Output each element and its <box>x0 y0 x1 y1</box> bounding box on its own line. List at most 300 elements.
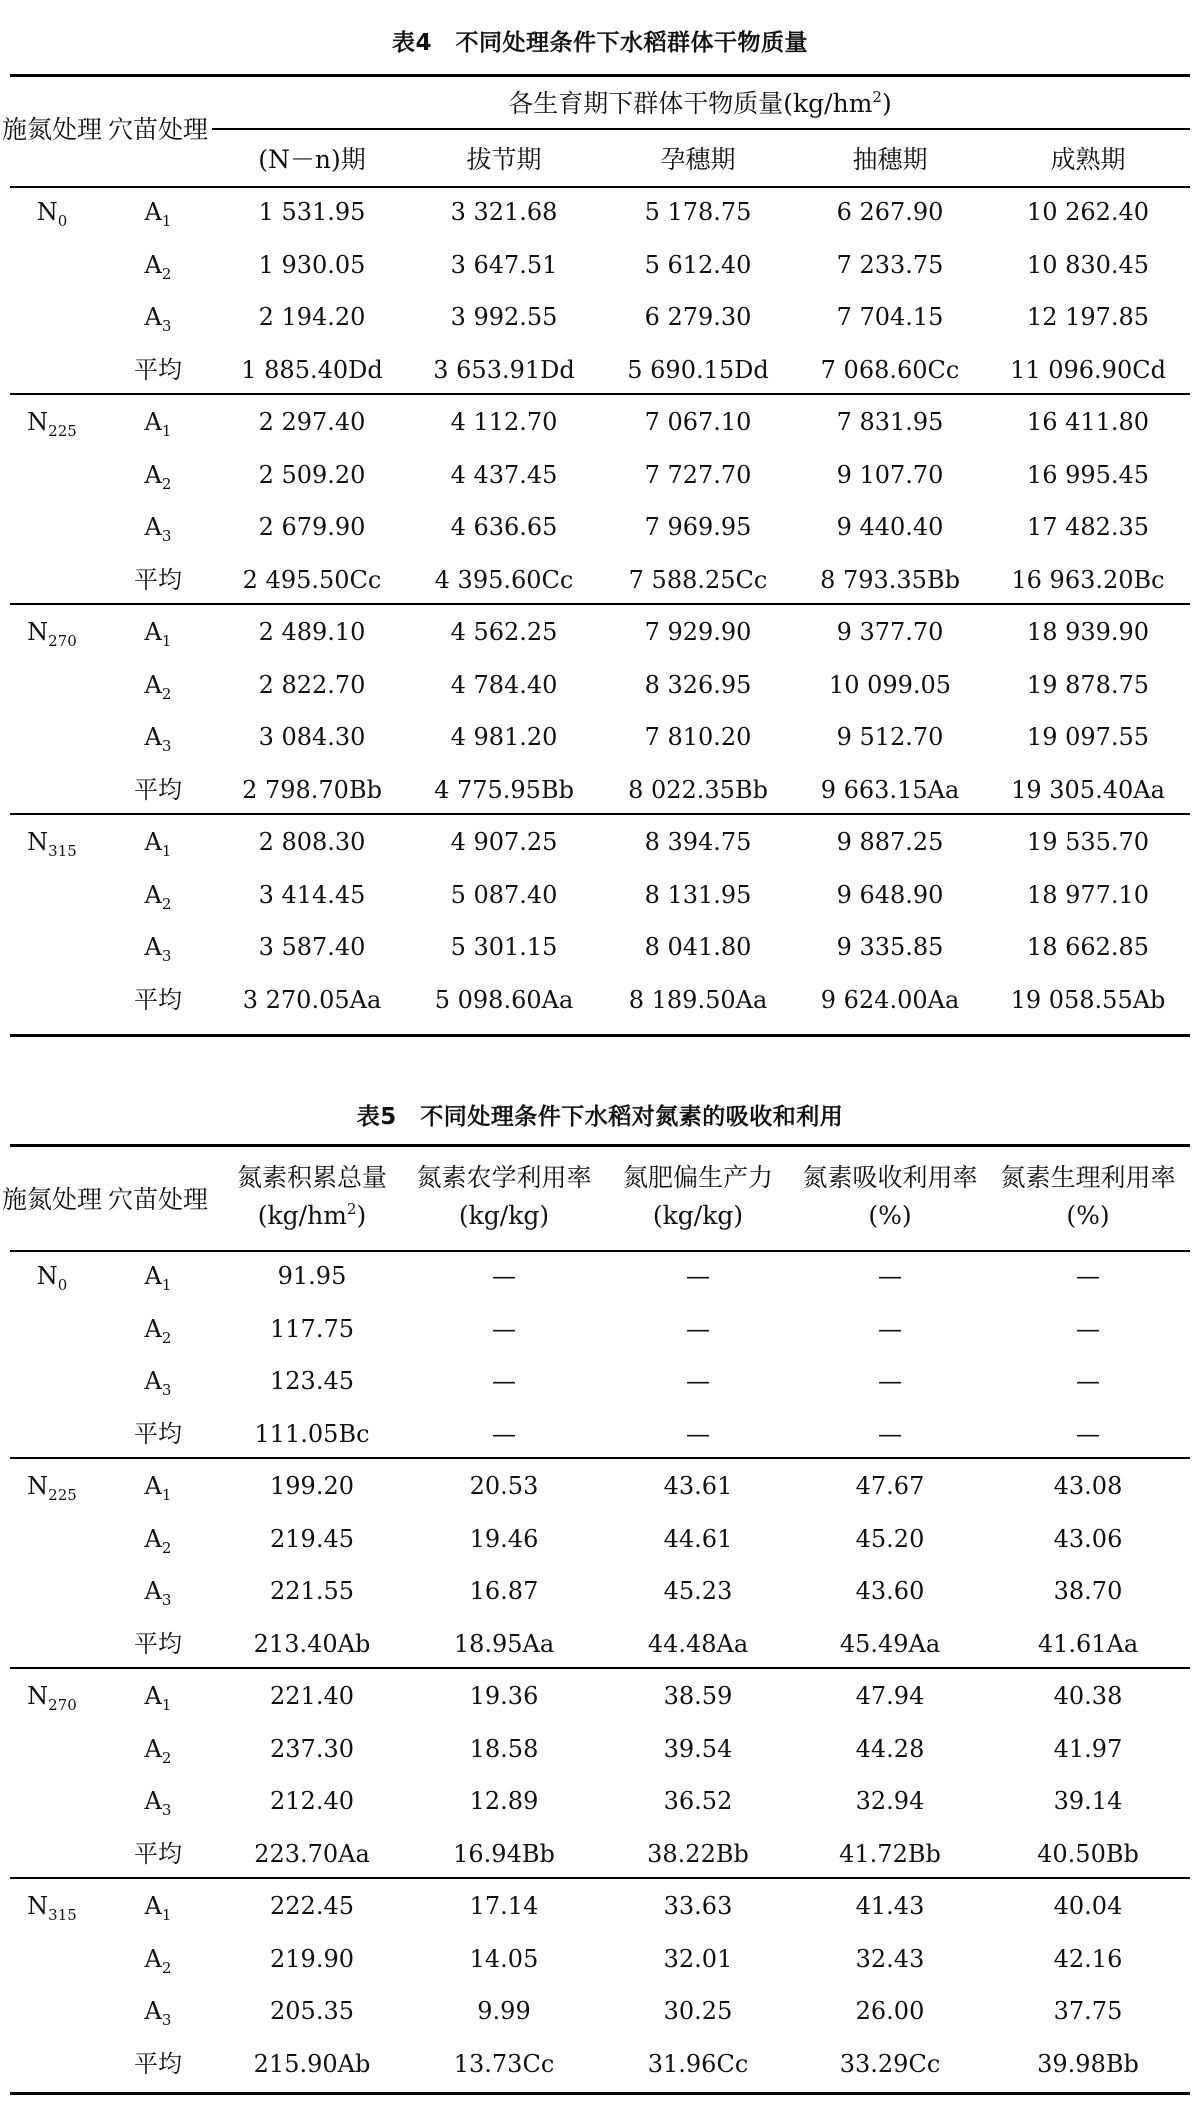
unit-superscript: 2 <box>346 1200 357 1218</box>
header-group-superscript: 2 <box>872 88 882 106</box>
table-cell-value: 7 810.20 <box>644 723 752 751</box>
table-cell-value: 45.20 <box>855 1524 925 1553</box>
seedling-treatment-label-base: A <box>144 1682 162 1710</box>
table-cell-value: 11 096.90Cd <box>1010 355 1166 384</box>
table-cell-value: 4 907.25 <box>450 828 558 856</box>
seedling-treatment-label-base: A <box>144 618 162 646</box>
table-cell-value: 8 041.80 <box>644 933 752 961</box>
table-cell-value: 19 058.55Ab <box>1010 985 1166 1014</box>
unit-text: (kg/kg) <box>458 1201 550 1230</box>
table-cell-value: 16.94Bb <box>453 1839 555 1868</box>
table-cell-value: 9 887.25 <box>836 828 944 856</box>
table-cell-value: — <box>686 1367 710 1395</box>
table-cell-value: — <box>492 1367 516 1395</box>
nitrogen-level-label-base: N <box>36 1262 58 1290</box>
seedling-treatment-label-subscript: 3 <box>161 947 172 965</box>
table-cell-value: 39.14 <box>1053 1787 1123 1815</box>
header-nitrogen-treatment: 施氮处理 <box>1 1185 103 1214</box>
header-column-unit <box>1066 1198 1109 1234</box>
table-cell-value: — <box>1076 1419 1100 1448</box>
seedling-treatment-label-base: A <box>144 198 162 226</box>
seedling-treatment-label-base: 平均 <box>134 565 182 594</box>
nitrogen-level-label <box>37 1250 68 1302</box>
table-cell-value: 39.98Bb <box>1037 2049 1139 2078</box>
header-column-unit <box>459 1198 549 1234</box>
table-cell-value: 6 279.30 <box>644 303 752 331</box>
table-cell-value: 2 822.70 <box>258 670 366 699</box>
seedling-treatment-label <box>145 711 172 763</box>
table-cell-value: 4 112.70 <box>450 408 558 436</box>
table-cell-value: 2 194.20 <box>258 303 366 331</box>
seedling-treatment-label-base: A <box>144 1524 162 1553</box>
seedling-treatment-label-base: 平均 <box>134 1629 182 1658</box>
seedling-treatment-label-base: A <box>144 250 162 279</box>
table-cell-value: 223.70Aa <box>254 1839 370 1868</box>
table-cell-value: 5 690.15Dd <box>627 355 769 384</box>
table5-group-divider <box>10 1877 1190 1879</box>
seedling-treatment-label <box>145 1303 172 1355</box>
table5-caption: 表5 不同处理条件下水稻对氮素的吸收和利用 <box>356 1104 844 1130</box>
seedling-treatment-label-base: A <box>144 1944 162 1973</box>
table-cell-value: 36.52 <box>663 1787 733 1815</box>
nitrogen-level-label-base: N <box>27 828 49 856</box>
table4-top-rule <box>10 74 1190 77</box>
table-cell-value: 16 963.20Bc <box>1011 565 1165 594</box>
nitrogen-level-label <box>27 816 77 868</box>
seedling-treatment-label-subscript: 1 <box>161 1906 172 1924</box>
nitrogen-level-label <box>27 396 77 448</box>
seedling-treatment-label <box>145 1670 172 1722</box>
seedling-treatment-label <box>145 239 172 291</box>
table-cell-value: 33.29Cc <box>839 2049 941 2078</box>
table5-group-divider <box>10 1667 1190 1669</box>
seedling-treatment-label-subscript: 1 <box>161 632 172 650</box>
header-column-title: 氮素农学利用率 <box>416 1163 592 1192</box>
seedling-treatment-label-base: A <box>144 1892 162 1920</box>
table-cell-value: 30.25 <box>663 1997 733 2025</box>
table-cell-value: 40.38 <box>1053 1682 1123 1710</box>
seedling-treatment-label <box>145 291 172 343</box>
seedling-treatment-label-base: A <box>144 933 162 961</box>
table-cell-value: 20.53 <box>469 1472 539 1500</box>
table4-group-divider <box>10 603 1190 605</box>
table-cell-value: 37.75 <box>1053 1997 1123 2025</box>
table4-caption: 表4 不同处理条件下水稻群体干物质量 <box>391 30 808 56</box>
nitrogen-level-label <box>27 1670 77 1722</box>
table-cell-value: 4 437.45 <box>450 460 558 489</box>
table-cell-value: 9 335.85 <box>836 933 944 961</box>
table-cell-value: 7 969.95 <box>644 513 752 541</box>
table-cell-value: — <box>1076 1367 1100 1395</box>
table-cell-value: 41.97 <box>1053 1734 1123 1763</box>
seedling-treatment-label-base: A <box>144 303 162 331</box>
seedling-treatment-label-base: A <box>144 1787 162 1815</box>
table-cell-value: 45.49Aa <box>839 1629 941 1658</box>
table-cell-value: 45.23 <box>663 1577 733 1605</box>
seedling-treatment-label-base: A <box>144 828 162 856</box>
nitrogen-level-label-subscript: 225 <box>48 422 77 440</box>
seedling-treatment-label <box>134 554 182 606</box>
seedling-treatment-label <box>134 764 182 816</box>
unit-text-close: ) <box>356 1201 367 1230</box>
seedling-treatment-label-subscript: 1 <box>161 1486 172 1504</box>
header-column-title: 氮素吸收利用率 <box>802 1163 978 1192</box>
table-cell-value: 5 178.75 <box>644 198 752 226</box>
table-cell-value: 8 793.35Bb <box>820 565 960 594</box>
seedling-treatment-label <box>145 1250 172 1302</box>
seedling-treatment-label <box>145 449 172 501</box>
seedling-treatment-label-base: 平均 <box>134 355 182 384</box>
table-cell-value: 221.55 <box>270 1577 354 1605</box>
table-cell-value: 41.43 <box>855 1892 925 1920</box>
table-cell-value: 41.72Bb <box>839 1839 941 1868</box>
table-cell-value: 9 663.15Aa <box>820 775 960 804</box>
seedling-treatment-label-base: A <box>144 408 162 436</box>
table-cell-value: 16 995.45 <box>1026 460 1150 489</box>
table-cell-value: 42.16 <box>1053 1944 1123 1973</box>
nitrogen-level-label-base: N <box>27 408 49 436</box>
table-cell-value: — <box>686 1262 710 1290</box>
table-cell-value: 3 587.40 <box>258 933 366 961</box>
table-cell-value: 1 531.95 <box>258 198 366 226</box>
seedling-treatment-label-subscript: 3 <box>161 2011 172 2029</box>
table-cell-value: 47.94 <box>855 1682 925 1710</box>
table5-top-rule <box>10 1144 1190 1147</box>
seedling-treatment-label-base: A <box>144 1472 162 1500</box>
nitrogen-level-label-base: N <box>36 198 58 226</box>
table-cell-value: 3 992.55 <box>450 303 558 331</box>
table-cell-value: — <box>1076 1262 1100 1290</box>
nitrogen-level-label-base: N <box>27 1682 49 1710</box>
seedling-treatment-label <box>145 1565 172 1617</box>
nitrogen-level-label-subscript: 270 <box>48 632 77 650</box>
table-cell-value: 19.36 <box>469 1682 539 1710</box>
seedling-treatment-label-subscript: 3 <box>161 737 172 755</box>
unit-text: (kg/kg) <box>652 1201 744 1230</box>
table-cell-value: 222.45 <box>270 1892 354 1920</box>
table-cell-value: — <box>878 1367 902 1395</box>
table-cell-value: 16 411.80 <box>1026 408 1150 436</box>
header-column-title: 氮素积累总量 <box>236 1163 388 1192</box>
table-cell-value: 2 808.30 <box>258 828 366 856</box>
table-cell-value: 212.40 <box>270 1787 354 1815</box>
table-cell-value: 10 262.40 <box>1026 198 1150 226</box>
table-cell-value: 215.90Ab <box>253 2049 371 2078</box>
table-cell-value: 31.96Cc <box>647 2049 749 2078</box>
table-cell-value: 9 377.70 <box>836 618 944 646</box>
seedling-treatment-label-subscript: 1 <box>161 422 172 440</box>
table-cell-value: 5 087.40 <box>450 880 558 909</box>
table4-group-underline <box>212 128 1190 130</box>
table-cell-value: 91.95 <box>277 1262 347 1290</box>
table4-group-divider <box>10 393 1190 395</box>
seedling-treatment-label-subscript: 1 <box>161 1696 172 1714</box>
header-growth-period: 孕穗期 <box>660 145 736 174</box>
table4-bottom-rule <box>10 1034 1190 1037</box>
seedling-treatment-label <box>145 869 172 921</box>
table-cell-value: 41.61Aa <box>1037 1629 1139 1658</box>
table-cell-value: 7 233.75 <box>836 250 944 279</box>
nitrogen-level-label <box>27 606 77 658</box>
seedling-treatment-label <box>145 1513 172 1565</box>
header-column-title: 氮素生理利用率 <box>1000 1163 1176 1192</box>
table-cell-value: 5 098.60Aa <box>434 985 574 1014</box>
table-cell-value: 18 977.10 <box>1026 880 1150 909</box>
table-cell-value: 117.75 <box>270 1314 354 1343</box>
seedling-treatment-label <box>145 186 172 238</box>
nitrogen-level-label-base: N <box>27 1472 49 1500</box>
table-cell-value: 26.00 <box>855 1997 925 2025</box>
seedling-treatment-label <box>145 396 172 448</box>
nitrogen-level-label-subscript: 315 <box>48 842 77 860</box>
table-cell-value: — <box>492 1419 516 1448</box>
seedling-treatment-label <box>145 606 172 658</box>
table-cell-value: 43.61 <box>663 1472 733 1500</box>
table-cell-value: 40.50Bb <box>1037 1839 1139 1868</box>
table-cell-value: 219.45 <box>270 1524 354 1553</box>
table-cell-value: 38.22Bb <box>647 1839 749 1868</box>
seedling-treatment-label-base: 平均 <box>134 1839 182 1868</box>
table-cell-value: 9 512.70 <box>836 723 944 751</box>
seedling-treatment-label <box>134 1828 182 1880</box>
table-cell-value: 5 301.15 <box>450 933 558 961</box>
table-cell-value: 199.20 <box>270 1472 354 1500</box>
seedling-treatment-label-subscript: 3 <box>161 1801 172 1819</box>
seedling-treatment-label <box>134 1408 182 1460</box>
table-cell-value: 39.54 <box>663 1734 733 1763</box>
header-group-text-close: ) <box>881 89 892 118</box>
table-cell-value: 4 981.20 <box>450 723 558 751</box>
seedling-treatment-label-base: A <box>144 513 162 541</box>
table-cell-value: 4 395.60Cc <box>434 565 574 594</box>
table-cell-value: 5 612.40 <box>644 250 752 279</box>
seedling-treatment-label-subscript: 2 <box>161 894 172 913</box>
nitrogen-level-label-subscript: 315 <box>48 1906 77 1924</box>
table5-bottom-rule <box>10 2092 1190 2095</box>
table-cell-value: 237.30 <box>270 1734 354 1763</box>
seedling-treatment-label <box>145 659 172 711</box>
table-cell-value: 8 022.35Bb <box>628 775 768 804</box>
table-cell-value: — <box>492 1314 516 1343</box>
table-cell-value: 7 068.60Cc <box>820 355 960 384</box>
seedling-treatment-label <box>145 1985 172 2037</box>
table-cell-value: 2 489.10 <box>258 618 366 646</box>
seedling-treatment-label <box>145 1460 172 1512</box>
table5-group-divider <box>10 1457 1190 1459</box>
seedling-treatment-label <box>145 1775 172 1827</box>
seedling-treatment-label <box>134 974 182 1026</box>
table-cell-value: 4 562.25 <box>450 618 558 646</box>
table-cell-value: 17.14 <box>469 1892 539 1920</box>
seedling-treatment-label-base: A <box>144 1577 162 1605</box>
table-cell-value: 10 830.45 <box>1026 250 1150 279</box>
nitrogen-level-label <box>27 1880 77 1932</box>
header-column-unit <box>258 1198 366 1234</box>
seedling-treatment-label-base: A <box>144 1997 162 2025</box>
nitrogen-level-label-base: N <box>27 618 49 646</box>
seedling-treatment-label <box>134 2038 182 2090</box>
seedling-treatment-label <box>145 1880 172 1932</box>
seedling-treatment-label-subscript: 3 <box>161 1591 172 1609</box>
table-cell-value: — <box>1076 1314 1100 1343</box>
seedling-treatment-label-base: A <box>144 1262 162 1290</box>
table-cell-value: 7 831.95 <box>836 408 944 436</box>
table-cell-value: 9 648.90 <box>836 880 944 909</box>
table4-header-bottom-rule <box>10 186 1190 188</box>
table-cell-value: 111.05Bc <box>254 1419 370 1448</box>
header-seedling-treatment: 穴苗处理 <box>107 115 209 144</box>
table-cell-value: 38.59 <box>663 1682 733 1710</box>
table-cell-value: 2 509.20 <box>258 460 366 489</box>
header-seedling-treatment: 穴苗处理 <box>107 1185 209 1214</box>
seedling-treatment-label-base: A <box>144 1367 162 1395</box>
seedling-treatment-label-base: A <box>144 1314 162 1343</box>
seedling-treatment-label-base: 平均 <box>134 1419 182 1448</box>
table-cell-value: 6 267.90 <box>836 198 944 226</box>
table-cell-value: 44.48Aa <box>647 1629 749 1658</box>
header-column-unit <box>868 1198 911 1234</box>
seedling-treatment-label-subscript: 2 <box>161 1958 172 1977</box>
seedling-treatment-label <box>134 1618 182 1670</box>
table-cell-value: — <box>878 1314 902 1343</box>
table-cell-value: 8 326.95 <box>644 670 752 699</box>
table-cell-value: 213.40Ab <box>253 1629 371 1658</box>
seedling-treatment-label-subscript: 2 <box>161 1748 172 1767</box>
header-growth-period: (N－n)期 <box>258 145 366 174</box>
table-cell-value: 32.94 <box>855 1787 925 1815</box>
table-cell-value: 7 588.25Cc <box>628 565 768 594</box>
table-cell-value: 7 704.15 <box>836 303 944 331</box>
table-cell-value: 221.40 <box>270 1682 354 1710</box>
seedling-treatment-label <box>145 816 172 868</box>
seedling-treatment-label-subscript: 3 <box>161 527 172 545</box>
seedling-treatment-label-base: A <box>144 460 162 489</box>
seedling-treatment-label <box>145 501 172 553</box>
nitrogen-level-label-subscript: 0 <box>57 1276 68 1294</box>
table-cell-value: 16.87 <box>469 1577 539 1605</box>
table-cell-value: 32.01 <box>663 1944 733 1973</box>
table-cell-value: 1 930.05 <box>258 250 366 279</box>
table-cell-value: 43.08 <box>1053 1472 1123 1500</box>
table-cell-value: 3 084.30 <box>258 723 366 751</box>
table-cell-value: 12.89 <box>469 1787 539 1815</box>
header-column-unit <box>653 1198 743 1234</box>
nitrogen-level-label-subscript: 270 <box>48 1696 77 1714</box>
table-cell-value: 205.35 <box>270 1997 354 2025</box>
table-cell-value: 7 929.90 <box>644 618 752 646</box>
table-cell-value: 32.43 <box>855 1944 925 1973</box>
table-cell-value: 9 440.40 <box>836 513 944 541</box>
unit-text: (%) <box>868 1201 912 1230</box>
table-cell-value: 8 394.75 <box>644 828 752 856</box>
table-cell-value: 8 131.95 <box>644 880 752 909</box>
table-cell-value: 2 495.50Cc <box>242 565 382 594</box>
nitrogen-level-label <box>27 1460 77 1512</box>
seedling-treatment-label-subscript: 1 <box>161 212 172 230</box>
table-cell-value: 3 414.45 <box>258 880 366 909</box>
table-cell-value: 13.73Cc <box>453 2049 555 2078</box>
header-nitrogen-treatment: 施氮处理 <box>1 115 103 144</box>
table-cell-value: 14.05 <box>469 1944 539 1973</box>
header-group-text: 各生育期下群体干物质量(kg/hm <box>508 89 873 118</box>
table-cell-value: 8 189.50Aa <box>628 985 768 1014</box>
table-cell-value: 2 297.40 <box>258 408 366 436</box>
table-cell-value: 43.60 <box>855 1577 925 1605</box>
table-cell-value: 19 878.75 <box>1026 670 1150 699</box>
seedling-treatment-label-base: A <box>144 880 162 909</box>
table-cell-value: 47.67 <box>855 1472 925 1500</box>
seedling-treatment-label-subscript: 1 <box>161 1276 172 1294</box>
table-cell-value: 18.95Aa <box>453 1629 555 1658</box>
table-cell-value: 3 321.68 <box>450 198 558 226</box>
header-growth-period: 抽穗期 <box>852 145 928 174</box>
seedling-treatment-label-subscript: 2 <box>161 474 172 493</box>
nitrogen-level-label-subscript: 0 <box>57 212 68 230</box>
table-cell-value: 7 727.70 <box>644 460 752 489</box>
nitrogen-level-label-base: N <box>27 1892 49 1920</box>
table-cell-value: — <box>686 1314 710 1343</box>
table-cell-value: 3 653.91Dd <box>433 355 575 384</box>
seedling-treatment-label-subscript: 2 <box>161 1328 172 1347</box>
seedling-treatment-label <box>145 1355 172 1407</box>
table-cell-value: 3 647.51 <box>450 250 558 279</box>
table-cell-value: 38.70 <box>1053 1577 1123 1605</box>
table-cell-value: 9 107.70 <box>836 460 944 489</box>
table-cell-value: 43.06 <box>1053 1524 1123 1553</box>
seedling-treatment-label-base: 平均 <box>134 2049 182 2078</box>
table-cell-value: 2 798.70Bb <box>242 775 382 804</box>
seedling-treatment-label <box>145 1933 172 1985</box>
seedling-treatment-label <box>145 1723 172 1775</box>
table-cell-value: 44.61 <box>663 1524 733 1553</box>
table-cell-value: 18 939.90 <box>1026 618 1150 646</box>
table-cell-value: 19 305.40Aa <box>1011 775 1165 804</box>
table-cell-value: — <box>686 1419 710 1448</box>
seedling-treatment-label <box>145 921 172 973</box>
seedling-treatment-label-subscript: 3 <box>161 1381 172 1399</box>
seedling-treatment-label-subscript: 2 <box>161 684 172 703</box>
table-cell-value: 4 636.65 <box>450 513 558 541</box>
table-cell-value: 44.28 <box>855 1734 925 1763</box>
table-cell-value: 40.04 <box>1053 1892 1123 1920</box>
table-cell-value: 9 624.00Aa <box>820 985 960 1014</box>
nitrogen-level-label-subscript: 225 <box>48 1486 77 1504</box>
table-cell-value: 17 482.35 <box>1026 513 1150 541</box>
table-cell-value: 4 784.40 <box>450 670 558 699</box>
table-cell-value: 7 067.10 <box>644 408 752 436</box>
table-cell-value: 12 197.85 <box>1026 303 1150 331</box>
header-growth-period: 成熟期 <box>1050 145 1126 174</box>
table-cell-value: 19 535.70 <box>1026 828 1150 856</box>
unit-text: (%) <box>1066 1201 1110 1230</box>
table-cell-value: — <box>492 1262 516 1290</box>
seedling-treatment-label-base: A <box>144 670 162 699</box>
header-dry-matter-group <box>508 78 891 130</box>
table-cell-value: 4 775.95Bb <box>434 775 574 804</box>
seedling-treatment-label-base: 平均 <box>134 985 182 1014</box>
header-column-title: 氮肥偏生产力 <box>622 1163 774 1192</box>
unit-text: (kg/hm <box>257 1201 347 1230</box>
seedling-treatment-label-subscript: 2 <box>161 1538 172 1557</box>
table-cell-value: 3 270.05Aa <box>242 985 382 1014</box>
table-cell-value: 2 679.90 <box>258 513 366 541</box>
seedling-treatment-label-subscript: 2 <box>161 264 172 283</box>
table-cell-value: 18 662.85 <box>1026 933 1150 961</box>
table-cell-value: 10 099.05 <box>828 670 952 699</box>
table-cell-value: 33.63 <box>663 1892 733 1920</box>
seedling-treatment-label-base: A <box>144 1734 162 1763</box>
table-cell-value: — <box>878 1419 902 1448</box>
